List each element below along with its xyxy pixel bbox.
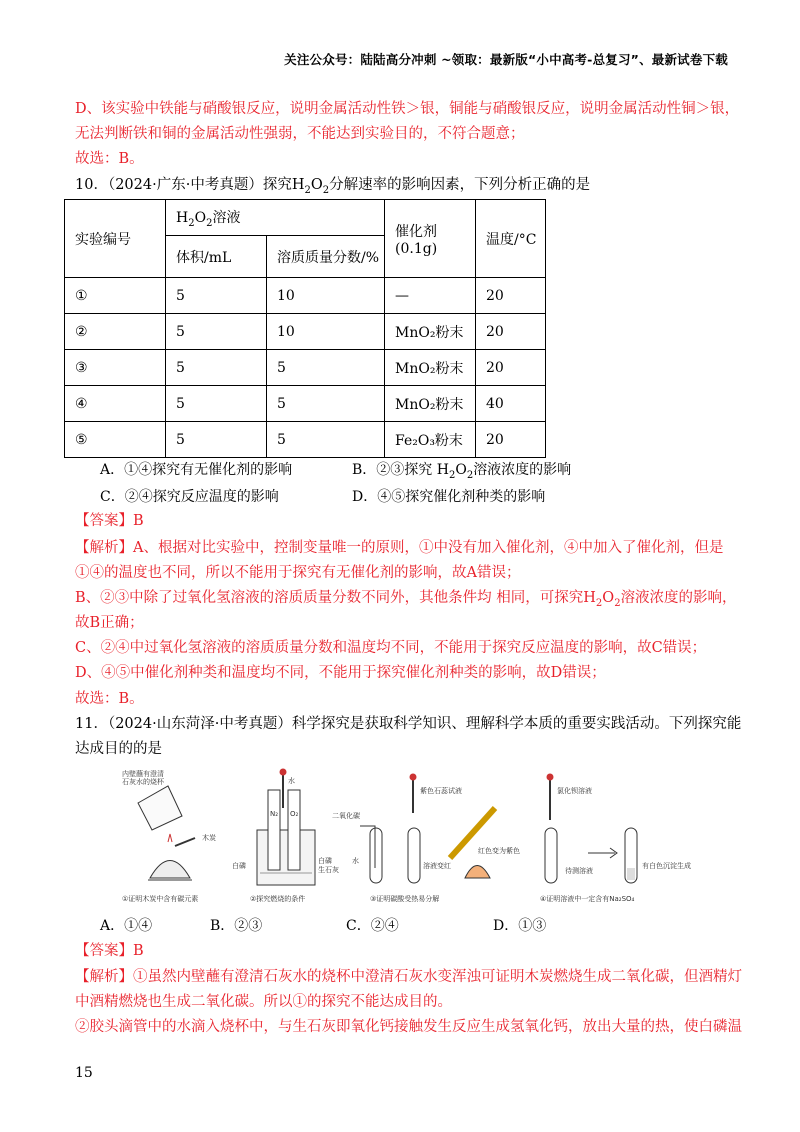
q11-explanation-2: 中酒精燃烧也生成二氧化碳。所以①的探究不能达成目的。: [75, 994, 452, 1010]
q11-explanation-1: 【解析】①虽然内壁蘸有澄清石灰水的烧杯中澄清石灰水变浑浊可证明木炭燃烧生成二氧化碳，但酒精灯: [75, 969, 742, 985]
q10-choose: 故选：B。: [75, 691, 144, 707]
table-row: [65, 422, 546, 458]
q10-answer: 【答案】B: [75, 513, 144, 529]
cell-temp: 20: [476, 278, 546, 314]
cell-vol: 5: [166, 422, 267, 458]
prev-explanation-d1: D、该实验中铁能与硝酸银反应，说明金属活动性铁＞银，铜能与硝酸银反应，说明金属活动性铜＞银，: [75, 101, 740, 117]
page-number: 15: [75, 1065, 93, 1081]
cell-vol: 5: [166, 386, 267, 422]
fig3-water-label: 水: [352, 857, 359, 865]
cell-id: ①: [65, 278, 166, 314]
q11-option-d: D．①③: [493, 918, 547, 934]
q10-table: [64, 199, 546, 458]
q10-option-c: C．②④探究反应温度的影响: [100, 489, 279, 505]
cell-vol: 5: [166, 314, 267, 350]
th-temp: 温度/°C: [476, 200, 546, 278]
prev-choose: 故选：B。: [75, 151, 144, 167]
q10-option-d: D．④⑤探究催化剂种类的影响: [352, 489, 546, 505]
q11-option-c: C．②④: [346, 918, 399, 934]
fig4-solution-label: 待测溶液: [565, 867, 593, 875]
cell-cat: MnO₂粉末: [385, 314, 476, 350]
cell-temp: 20: [476, 422, 546, 458]
q10-explanation-2: ①④的温度也不同，所以不能用于探究有无催化剂的影响，故A错误；: [75, 565, 521, 581]
cell-cat: —: [385, 278, 476, 314]
th-catalyst: 催化剂(0.1g): [385, 200, 476, 278]
q10-explanation-1: 【解析】A、根据对比实验中，控制变量唯一的原则，①中没有加入催化剂，④中加入了催化剂，但是: [75, 540, 724, 556]
fig3-litmus-label: 紫色石蕊试液: [420, 787, 462, 795]
cell-id: ③: [65, 350, 166, 386]
th-solution: $H_2O_2$溶液: [166, 200, 385, 236]
cell-id: ⑤: [65, 422, 166, 458]
q10-option-b: B．②③探究 $H_2O_2$溶液浓度的影响: [352, 462, 572, 481]
th-id: 实验编号: [65, 200, 166, 278]
table-row: [65, 386, 546, 422]
cell-cat: Fe₂O₃粉末: [385, 422, 476, 458]
fig2-white-p-label: 白磷: [318, 857, 332, 865]
q11-answer: 【答案】B: [75, 943, 144, 959]
q11-option-a: A．①④: [100, 918, 153, 934]
cell-id: ②: [65, 314, 166, 350]
fig4-caption: ④证明溶液中一定含有Na₂SO₄: [540, 895, 635, 903]
fig2-phosphorus-label: 白磷: [232, 862, 246, 870]
fig1-caption: ①证明木炭中含有碳元素: [122, 895, 199, 903]
th-fraction: 溶质质量分数/%: [267, 236, 385, 278]
cell-vol: 5: [166, 278, 267, 314]
cell-temp: 20: [476, 350, 546, 386]
q10-option-a: A．①④探究有无催化剂的影响: [100, 462, 293, 478]
th-volume: 体积/mL: [166, 236, 267, 278]
fig4-ppt-label: 有白色沉淀生成: [642, 862, 691, 870]
cell-id: ④: [65, 386, 166, 422]
q10-explanation-5: C、②④中过氧化氢溶液的溶质质量分数和温度均不同，不能用于探究反应温度的影响，故C错误；: [75, 640, 707, 656]
prev-explanation-d2: 无法判断铁和铜的金属活动性强弱，不能达到实验目的，不符合题意；: [75, 126, 525, 142]
cell-frac: 10: [267, 314, 385, 350]
fig3-red-label: 溶液变红: [423, 862, 451, 870]
cell-frac: 5: [267, 386, 385, 422]
cell-vol: 5: [166, 350, 267, 386]
cell-frac: 10: [267, 278, 385, 314]
cell-temp: 40: [476, 386, 546, 422]
fig2-water-label: 水: [288, 777, 295, 785]
fig3-co2-label: 二氧化碳: [332, 812, 360, 820]
cell-frac: 5: [267, 422, 385, 458]
q10-explanation-6: D、④⑤中催化剂种类和温度均不同，不能用于探究催化剂种类的影响，故D错误；: [75, 665, 606, 681]
cell-temp: 20: [476, 314, 546, 350]
table-row: [65, 350, 546, 386]
q10-stem: 10．（2024·广东·中考真题）探究$H_2O_2$分解速率的影响因素，下列分析正确的是: [75, 177, 591, 196]
fig2-o2-label: O₂: [290, 810, 299, 818]
q11-option-b: B．②③: [210, 918, 263, 934]
q10-explanation-3: B、②③中除了过氧化氢溶液的溶质质量分数不同外，其他条件均 相同，可探究$H_2O_2$溶液浓度的影响，: [75, 590, 737, 609]
fig4-reagent-label: 氯化钡溶液: [557, 787, 592, 795]
cell-frac: 5: [267, 350, 385, 386]
table-row: [65, 314, 546, 350]
cell-cat: MnO₂粉末: [385, 350, 476, 386]
fig1-top-label-2: 石灰水的烧杯: [122, 778, 164, 786]
q11-stem-2: 达成目的的是: [75, 741, 162, 757]
q11-experiment-figure: [120, 768, 720, 908]
fig3-turn-label: 红色变为紫色: [478, 847, 520, 855]
fig2-caption: ②探究燃烧的条件: [250, 895, 306, 903]
fig1-charcoal-label: 木炭: [202, 834, 216, 842]
cell-cat: MnO₂粉末: [385, 386, 476, 422]
fig1-top-label: 内壁蘸有澄清: [122, 770, 164, 778]
fig2-n2-label: N₂: [270, 810, 279, 818]
q11-stem-1: 11．（2024·山东菏泽·中考真题）科学探究是获取科学知识、理解科学本质的重要实践活动。下列探究能: [75, 716, 742, 732]
fig3-caption: ③证明碳酸受热易分解: [370, 895, 440, 903]
fig2-lime-label: 生石灰: [318, 866, 339, 874]
page-header: 关注公众号：陆陆高分冲刺 ~领取：最新版“小中高考-总复习”、最新试卷下载: [284, 52, 728, 67]
q11-explanation-3: ②胶头滴管中的水滴入烧杯中，与生石灰即氧化钙接触发生反应生成氢氧化钙，放出大量的热，使白磷温: [75, 1019, 742, 1035]
q10-explanation-4: 故B正确；: [75, 615, 144, 631]
table-row: [65, 278, 546, 314]
